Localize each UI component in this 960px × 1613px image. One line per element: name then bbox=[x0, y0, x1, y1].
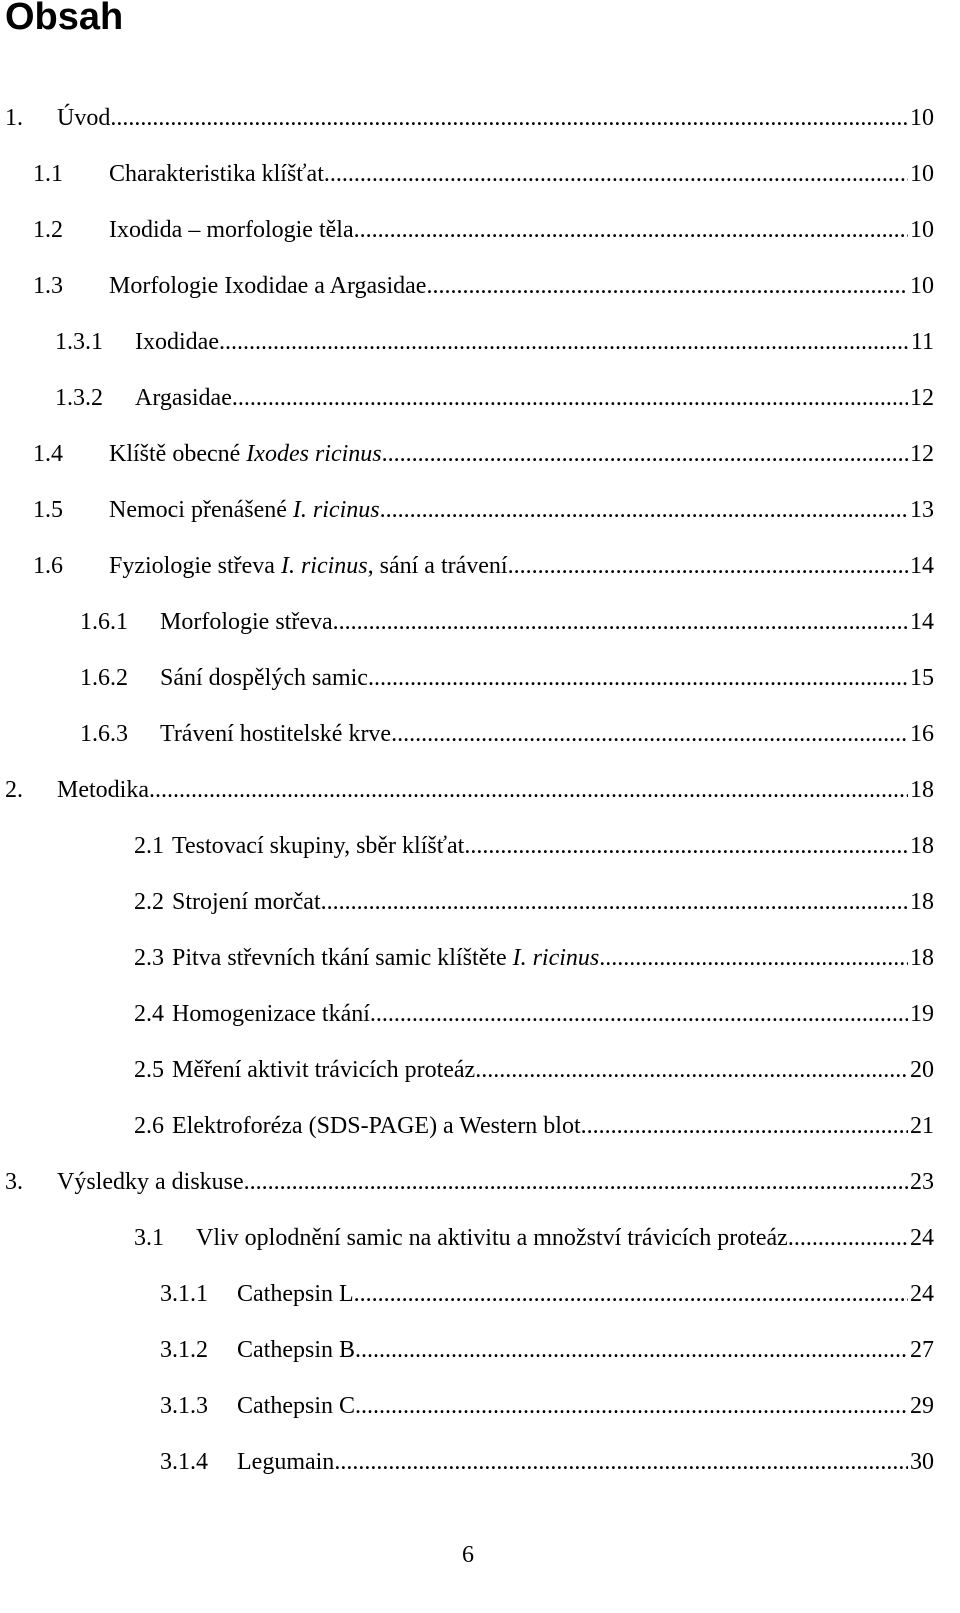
dot-leader bbox=[334, 1445, 908, 1479]
toc-entry-title bbox=[109, 269, 426, 303]
toc-entry[interactable] bbox=[80, 717, 934, 751]
toc-entry[interactable] bbox=[134, 941, 934, 975]
toc-entry-page: 18 bbox=[910, 833, 934, 859]
toc-entry-number: 3.1 bbox=[134, 1225, 164, 1251]
toc-entry-page: 11 bbox=[910, 329, 934, 355]
dot-leader bbox=[368, 661, 908, 695]
toc-entry-title bbox=[57, 1165, 244, 1199]
toc-entry-page: 13 bbox=[910, 497, 934, 523]
toc-title-segment: Charakteristika klíšťat bbox=[109, 161, 324, 187]
toc-title-italic-segment: Ixodes ricinus bbox=[246, 441, 382, 467]
toc-entry-page: 16 bbox=[910, 721, 934, 747]
toc-entry-number: 1.3 bbox=[33, 273, 63, 299]
toc-entry-number: 1. bbox=[5, 105, 23, 131]
toc-entry-title bbox=[109, 437, 382, 471]
toc-entry-title bbox=[135, 325, 219, 359]
toc-title-segment: Testovací skupiny, sběr klíšťat bbox=[172, 833, 465, 859]
toc-title-segment: Trávení hostitelské krve bbox=[160, 721, 392, 747]
toc-entry-number: 1.2 bbox=[33, 217, 63, 243]
toc-entry-number: 1.6.2 bbox=[80, 665, 128, 691]
toc-entry-page: 10 bbox=[910, 105, 934, 131]
dot-leader bbox=[382, 437, 908, 471]
toc-entry-number: 2.1 bbox=[134, 833, 164, 859]
toc-title-segment: Homogenizace tkání bbox=[172, 1001, 370, 1027]
toc-title-segment: Vliv oplodnění samic na aktivitu a množství trávicích proteáz bbox=[196, 1225, 788, 1251]
toc-entry-number: 2.2 bbox=[134, 889, 164, 915]
toc-entry-page: 18 bbox=[910, 889, 934, 915]
toc-entry[interactable] bbox=[33, 437, 934, 471]
toc-entry-page: 27 bbox=[910, 1337, 934, 1363]
dot-leader bbox=[370, 997, 908, 1031]
dot-leader bbox=[788, 1221, 908, 1255]
toc-title-segment: Fyziologie střeva bbox=[109, 553, 281, 579]
dot-leader bbox=[355, 1389, 908, 1423]
toc-entry-title bbox=[172, 829, 464, 863]
toc-entry-page: 14 bbox=[910, 609, 934, 635]
toc-entry-number: 3.1.3 bbox=[160, 1393, 208, 1419]
toc-entry[interactable] bbox=[5, 1165, 934, 1199]
toc-entry-number: 2. bbox=[5, 777, 23, 803]
toc-entry[interactable] bbox=[33, 157, 934, 191]
toc-entry-number: 2.5 bbox=[134, 1057, 164, 1083]
toc-entry-title bbox=[135, 381, 232, 415]
toc-entry-page: 10 bbox=[910, 161, 934, 187]
toc-entry-title bbox=[160, 661, 368, 695]
dot-leader bbox=[244, 1165, 908, 1199]
toc-entry-number: 3.1.4 bbox=[160, 1449, 208, 1475]
toc-title-italic-segment: I. ricinus bbox=[280, 553, 368, 579]
toc-entry-title bbox=[109, 157, 324, 191]
toc-entry[interactable] bbox=[55, 381, 934, 415]
toc-entry-page: 21 bbox=[910, 1113, 934, 1139]
dot-leader bbox=[599, 941, 908, 975]
toc-entry-title bbox=[172, 1109, 581, 1143]
toc-title-segment: Morfologie Ixodidae a Argasidae bbox=[109, 273, 427, 299]
toc-entry-page: 29 bbox=[910, 1393, 934, 1419]
toc-entry[interactable] bbox=[80, 661, 934, 695]
toc-entry-page: 24 bbox=[910, 1281, 934, 1307]
dot-leader bbox=[321, 885, 908, 919]
toc-entry-title bbox=[160, 717, 391, 751]
toc-title-segment: Ixodida – morfologie těla bbox=[109, 217, 354, 243]
toc-entry-number: 2.4 bbox=[134, 1001, 164, 1027]
toc-entry-page: 23 bbox=[910, 1169, 934, 1195]
dot-leader bbox=[475, 1053, 908, 1087]
toc-entry-page: 24 bbox=[910, 1225, 934, 1251]
toc-entry[interactable] bbox=[134, 1221, 934, 1255]
toc-title-segment: Klíště obecné bbox=[109, 441, 247, 467]
dot-leader bbox=[355, 1333, 908, 1367]
toc-entry[interactable] bbox=[160, 1445, 934, 1479]
toc-entry-title bbox=[237, 1445, 334, 1479]
toc-title-segment: Metodika bbox=[57, 777, 149, 803]
toc-entry-title bbox=[237, 1277, 354, 1311]
dot-leader bbox=[391, 717, 908, 751]
toc-title-segment: Výsledky a diskuse bbox=[57, 1169, 244, 1195]
toc-title-segment: Úvod bbox=[57, 105, 111, 131]
toc-entry-page: 15 bbox=[910, 665, 934, 691]
dot-leader bbox=[110, 101, 908, 135]
toc-entry[interactable] bbox=[134, 1109, 934, 1143]
toc-title-italic-segment: I. ricinus bbox=[292, 497, 380, 523]
toc-entry-number: 1.3.1 bbox=[55, 329, 103, 355]
toc-entry-title bbox=[196, 1221, 788, 1255]
toc-entry[interactable] bbox=[134, 1053, 934, 1087]
dot-leader bbox=[324, 157, 908, 191]
dot-leader bbox=[426, 269, 908, 303]
toc-title-segment: Argasidae bbox=[135, 385, 232, 411]
toc-entry-page: 12 bbox=[910, 441, 934, 467]
dot-leader bbox=[333, 605, 908, 639]
toc-entry-title bbox=[172, 997, 370, 1031]
toc-entry-number: 1.4 bbox=[33, 441, 63, 467]
toc-entry-title bbox=[57, 773, 149, 807]
toc-entry[interactable] bbox=[33, 549, 934, 583]
toc-entry[interactable] bbox=[160, 1333, 934, 1367]
toc-title-segment: Měření aktivit trávicích proteáz bbox=[172, 1057, 476, 1083]
toc-entry[interactable] bbox=[134, 829, 934, 863]
toc-entry[interactable] bbox=[5, 773, 934, 807]
toc-entry[interactable] bbox=[134, 885, 934, 919]
dot-leader bbox=[354, 1277, 908, 1311]
dot-leader bbox=[354, 213, 908, 247]
toc-entry[interactable] bbox=[5, 101, 934, 135]
toc-title-segment: Cathepsin L bbox=[237, 1281, 354, 1307]
toc-title-segment: Nemoci přenášené bbox=[109, 497, 293, 523]
dot-leader bbox=[232, 381, 908, 415]
toc-entry-number: 1.3.2 bbox=[55, 385, 103, 411]
toc-entry[interactable] bbox=[33, 493, 934, 527]
toc-title-segment: Elektroforéza (SDS-PAGE) a Western blot bbox=[172, 1113, 581, 1139]
toc-entry[interactable] bbox=[134, 997, 934, 1031]
page-title: Obsah bbox=[5, 0, 124, 38]
toc-entry-title bbox=[109, 493, 380, 527]
toc-entry-title bbox=[172, 885, 321, 919]
toc-entry[interactable] bbox=[160, 1277, 934, 1311]
toc-title-segment: Morfologie střeva bbox=[160, 609, 333, 635]
toc-entry[interactable] bbox=[33, 269, 934, 303]
toc-entry-title bbox=[172, 941, 599, 975]
toc-title-segment: Sání dospělých samic bbox=[160, 665, 368, 691]
toc-entry-page: 10 bbox=[910, 273, 934, 299]
toc-entry[interactable] bbox=[160, 1389, 934, 1423]
toc-entry-page: 19 bbox=[910, 1001, 934, 1027]
toc-title-segment: Ixodidae bbox=[135, 329, 219, 355]
toc-entry-title bbox=[109, 549, 508, 583]
toc-entry-number: 3.1.2 bbox=[160, 1337, 208, 1363]
toc-entry-title bbox=[237, 1333, 355, 1367]
toc-entry-number: 3.1.1 bbox=[160, 1281, 208, 1307]
toc-entry-number: 1.6.3 bbox=[80, 721, 128, 747]
toc-entry[interactable] bbox=[80, 605, 934, 639]
toc-title-segment: Pitva střevních tkání samic klíštěte bbox=[172, 945, 513, 971]
dot-leader bbox=[149, 773, 908, 807]
dot-leader bbox=[508, 549, 908, 583]
dot-leader bbox=[581, 1109, 908, 1143]
toc-entry-title bbox=[160, 605, 333, 639]
toc-entry-number: 1.1 bbox=[33, 161, 63, 187]
toc-title-segment: Legumain bbox=[237, 1449, 335, 1475]
toc-title-segment: Cathepsin B bbox=[237, 1337, 355, 1363]
toc-entry-title bbox=[237, 1389, 355, 1423]
dot-leader bbox=[219, 325, 909, 359]
toc-entry-number: 1.6.1 bbox=[80, 609, 128, 635]
dot-leader bbox=[464, 829, 908, 863]
toc-entry-title bbox=[109, 213, 354, 247]
toc-title-italic-segment: I. ricinus bbox=[512, 945, 600, 971]
toc-entry[interactable] bbox=[33, 213, 934, 247]
toc-entry-number: 2.6 bbox=[134, 1113, 164, 1139]
toc-entry-page: 10 bbox=[910, 217, 934, 243]
dot-leader bbox=[380, 493, 908, 527]
toc-entry-page: 20 bbox=[910, 1057, 934, 1083]
toc-entry-page: 18 bbox=[910, 777, 934, 803]
toc-entry-page: 12 bbox=[910, 385, 934, 411]
toc-entry-number: 2.3 bbox=[134, 945, 164, 971]
toc-title-segment: , sání a trávení bbox=[367, 553, 508, 579]
toc-title-segment: Cathepsin C bbox=[237, 1393, 355, 1419]
toc-entry[interactable] bbox=[55, 325, 934, 359]
toc-entry-number: 1.6 bbox=[33, 553, 63, 579]
toc-entry-title bbox=[172, 1053, 475, 1087]
toc-entry-page: 18 bbox=[910, 945, 934, 971]
page-number: 6 bbox=[462, 1542, 474, 1568]
toc-entry-page: 14 bbox=[910, 553, 934, 579]
toc-entry-number: 1.5 bbox=[33, 497, 63, 523]
toc-title-segment: Strojení morčat bbox=[172, 889, 321, 915]
toc-entry-page: 30 bbox=[910, 1449, 934, 1475]
toc-entry-number: 3. bbox=[5, 1169, 23, 1195]
toc-entry-title bbox=[57, 101, 110, 135]
